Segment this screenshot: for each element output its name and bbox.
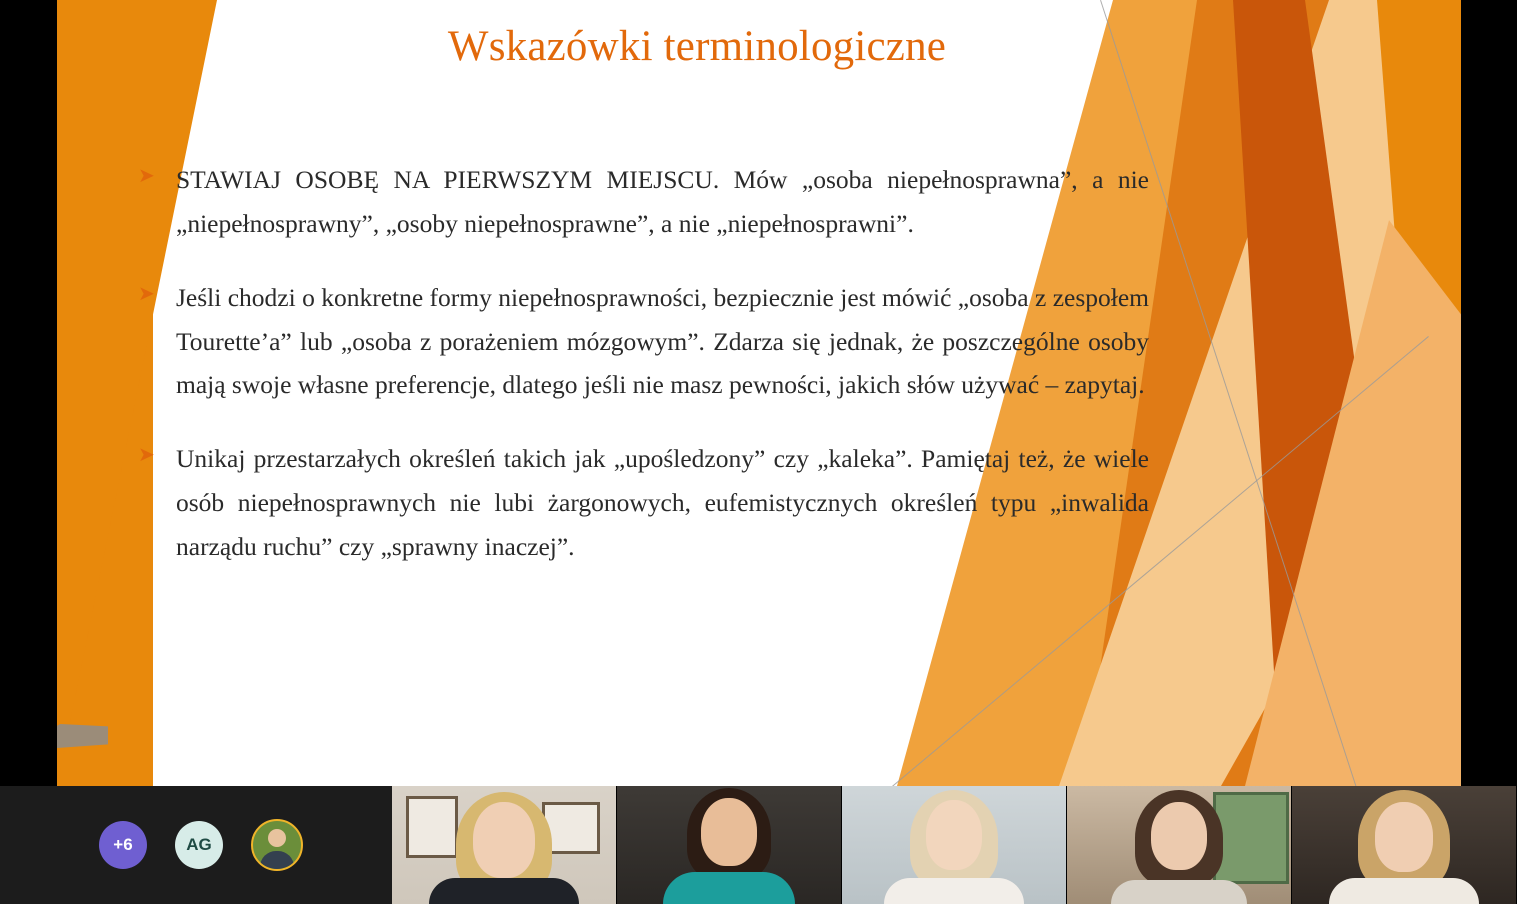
person-torso xyxy=(1329,878,1479,904)
active-speaker-avatar[interactable] xyxy=(251,819,303,871)
participant-filmstrip xyxy=(0,786,1517,904)
bullet-text: Jeśli chodzi o konkretne formy niepełnosprawności, bezpiecznie jest mówić „osoba z zespołem Tourette’a” lub „osoba z porażeniem mózgowym”. Zdarza się jednak, że poszczególne osoby mają swoje własne preferencje, dlatego jeśli nie masz pewności, jakich słów używać – zapytaj. xyxy=(176,282,1149,400)
bullet-marker-icon: ➤ xyxy=(138,165,155,187)
wall-picture-frame xyxy=(406,796,458,858)
person-torso xyxy=(429,878,579,904)
participant-video-tile[interactable] xyxy=(1067,786,1292,904)
slide-bullet-list xyxy=(134,158,1149,599)
bullet-text: STAWIAJ OSOBĘ NA PIERWSZYM MIEJSCU. Mów „osoba niepełnosprawna”, a nie „niepełnosprawny”, „osoby niepełnosprawne”, a nie „niepełnosprawni”. xyxy=(176,165,1149,238)
person-torso xyxy=(884,878,1024,904)
bullet-marker-icon: ➤ xyxy=(138,444,155,467)
person-face xyxy=(701,798,757,866)
person-face xyxy=(1375,802,1433,872)
participant-video-tile[interactable] xyxy=(392,786,617,904)
bullet-text: Unikaj przestarzałych określeń takich jak „upośledzony” czy „kaleka”. Pamiętaj też, że wiele osób niepełnosprawnych nie lubi żargonowych, eufemistycznych określeń typu „inwalida narządu ruchu” czy „sprawny inaczej”. xyxy=(176,444,1149,562)
avatar-rail xyxy=(0,786,392,904)
bullet-item xyxy=(134,276,1149,408)
overflow-participants-badge[interactable]: +6 xyxy=(99,821,147,869)
avatar-head-shape xyxy=(268,829,286,847)
avatar-torso-shape xyxy=(260,851,294,871)
slide-corner-artifact xyxy=(57,724,108,748)
bullet-item xyxy=(134,158,1149,246)
presentation-slide xyxy=(57,0,1461,786)
participant-video-tile[interactable] xyxy=(1292,786,1517,904)
person-face xyxy=(926,800,982,870)
bullet-marker-icon: ➤ xyxy=(138,282,155,305)
bullet-item xyxy=(134,437,1149,569)
participant-video-tile[interactable] xyxy=(617,786,842,904)
person-face xyxy=(473,802,535,878)
person-face xyxy=(1151,802,1207,870)
person-torso xyxy=(663,872,795,904)
participant-video-tile[interactable] xyxy=(842,786,1067,904)
slide-title: Wskazówki terminologiczne xyxy=(447,23,947,70)
wall-plant xyxy=(1213,792,1289,884)
person-torso xyxy=(1111,880,1247,904)
participant-initials-avatar[interactable]: AG xyxy=(175,821,223,869)
